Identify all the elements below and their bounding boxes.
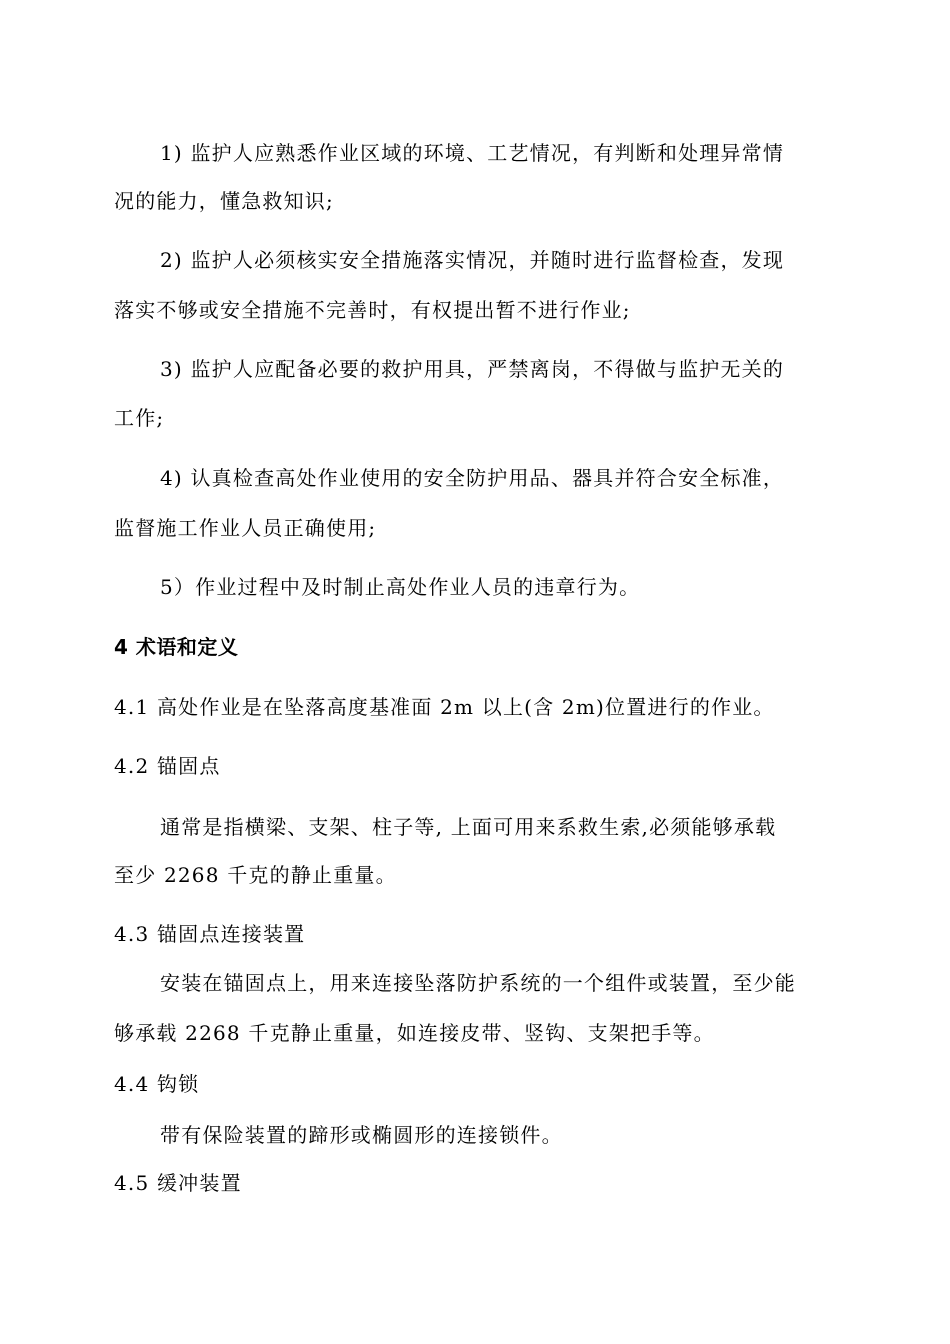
item-2-line-1: 2) 监护人必须核实安全措施落实情况，并随时进行监督检查，发现: [160, 248, 785, 272]
item-3-line-2: 工作;: [114, 406, 165, 430]
definition-4-2-line-1: 通常是指横梁、支架、柱子等, 上面可用来系救生索,必须能够承载: [160, 815, 777, 839]
definition-4-1: 4.1 高处作业是在坠落高度基准面 2m 以上(含 2m)位置进行的作业。: [114, 695, 775, 719]
item-1-line-2: 况的能力，懂急救知识;: [114, 189, 334, 213]
item-1-line-1: 1) 监护人应熟悉作业区域的环境、工艺情况，有判断和处理异常情: [160, 141, 785, 165]
definition-4-4-line-1: 带有保险装置的蹄形或椭圆形的连接锁件。: [160, 1123, 563, 1147]
item-3-line-1: 3) 监护人应配备必要的救护用具，严禁离岗，不得做与监护无关的: [160, 357, 785, 381]
definition-4-3-title: 4.3 锚固点连接装置: [114, 922, 306, 946]
item-4-line-2: 监督施工作业人员正确使用;: [114, 516, 377, 540]
section-heading: 4 术语和定义: [114, 635, 239, 659]
definition-4-3-line-1: 安装在锚固点上，用来连接坠落防护系统的一个组件或装置，至少能: [160, 971, 796, 995]
item-2-line-2: 落实不够或安全措施不完善时，有权提出暂不进行作业;: [114, 298, 631, 322]
definition-4-4-title: 4.4 钩锁: [114, 1072, 200, 1096]
definition-4-2-title: 4.2 锚固点: [114, 754, 221, 778]
definition-4-3-line-2: 够承载 2268 千克静止重量，如连接皮带、竖钩、支架把手等。: [114, 1021, 715, 1045]
definition-4-2-line-2: 至少 2268 千克的静止重量。: [114, 863, 397, 887]
item-5-line-1: 5）作业过程中及时制止高处作业人员的违章行为。: [160, 575, 641, 599]
definition-4-5-title: 4.5 缓冲装置: [114, 1171, 242, 1195]
item-4-line-1: 4) 认真检查高处作业使用的安全防护用品、器具并符合安全标准，: [160, 466, 785, 490]
